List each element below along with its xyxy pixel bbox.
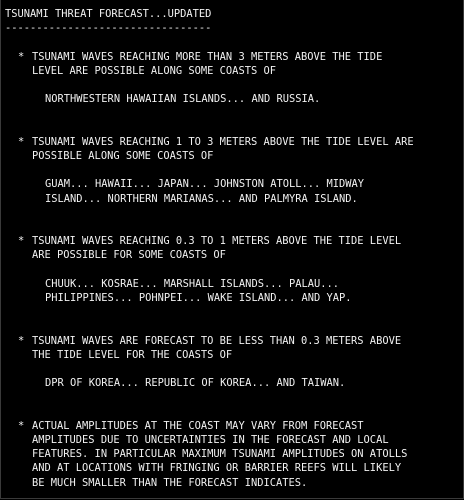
spacer [5, 35, 464, 49]
title-underline: --------------------------------- [5, 22, 212, 35]
bullet-asterisk: * [18, 419, 25, 432]
section-text-line: LEVEL ARE POSSIBLE ALONG SOME COASTS OF [32, 64, 276, 77]
spacer [5, 163, 464, 177]
affected-places-line: GUAM... HAWAII... JAPAN... JOHNSTON ATOLL... MIDWAY [45, 178, 365, 191]
forecast-section-1-to-3m [5, 135, 464, 206]
spacer [5, 390, 464, 418]
section-text-line: TSUNAMI WAVES ARE FORECAST TO BE LESS THAN 0.3 METERS ABOVE [32, 334, 402, 347]
tsunami-bulletin [5, 7, 464, 490]
section-text-line: TSUNAMI WAVES REACHING 0.3 TO 1 METERS ABOVE THE TIDE LEVEL [32, 235, 402, 248]
affected-places-line: DPR OF KOREA... REPUBLIC OF KOREA... AND TAIWAN. [45, 377, 346, 390]
section-text-line: THE TIDE LEVEL FOR THE COASTS OF [32, 348, 233, 361]
affected-places-line: ISLAND... NORTHERN MARIANAS... AND PALMYRA ISLAND. [45, 192, 358, 205]
section-text-line: FEATURES. IN PARTICULAR MAXIMUM TSUNAMI AMPLITUDES ON ATOLLS [32, 448, 408, 461]
section-text-line: TSUNAMI WAVES REACHING 1 TO 3 METERS ABOVE THE TIDE LEVEL ARE [32, 135, 414, 148]
spacer [5, 362, 464, 376]
spacer [5, 263, 464, 277]
section-text-line: ACTUAL AMPLITUDES AT THE COAST MAY VARY FROM FORECAST [32, 419, 364, 432]
spacer [5, 106, 464, 134]
forecast-section-0-3-to-1m [5, 234, 464, 305]
forecast-section-under-0-3m [5, 334, 464, 391]
section-text-line: AND AT LOCATIONS WITH FRINGING OR BARRIER REEFS WILL LIKELY [32, 462, 402, 475]
bulletin-title: TSUNAMI THREAT FORECAST...UPDATED [5, 8, 212, 20]
amplitude-disclaimer-section [5, 419, 464, 490]
bullet-asterisk: * [18, 334, 25, 347]
spacer [5, 78, 464, 92]
bullet-asterisk: * [18, 50, 25, 63]
affected-places-line: PHILIPPINES... POHNPEI... WAKE ISLAND... AND YAP. [45, 291, 352, 304]
spacer [5, 206, 464, 234]
affected-places-line: CHUUK... KOSRAE... MARSHALL ISLANDS... PALAU... [45, 277, 340, 290]
affected-places-line: NORTHWESTERN HAWAIIAN ISLANDS... AND RUSSIA. [45, 93, 321, 106]
spacer [5, 305, 464, 333]
section-text-line: AMPLITUDES DUE TO UNCERTAINTIES IN THE FORECAST AND LOCAL [32, 433, 389, 446]
bullet-asterisk: * [18, 135, 25, 148]
bullet-asterisk: * [18, 235, 25, 248]
section-text-line: POSSIBLE ALONG SOME COASTS OF [32, 149, 214, 162]
section-text-line: ARE POSSIBLE FOR SOME COASTS OF [32, 249, 226, 262]
section-text-line: BE MUCH SMALLER THAN THE FORECAST INDICATES. [32, 476, 308, 489]
forecast-section-over-3m [5, 50, 464, 107]
section-text-line: TSUNAMI WAVES REACHING MORE THAN 3 METERS ABOVE THE TIDE [32, 50, 383, 63]
